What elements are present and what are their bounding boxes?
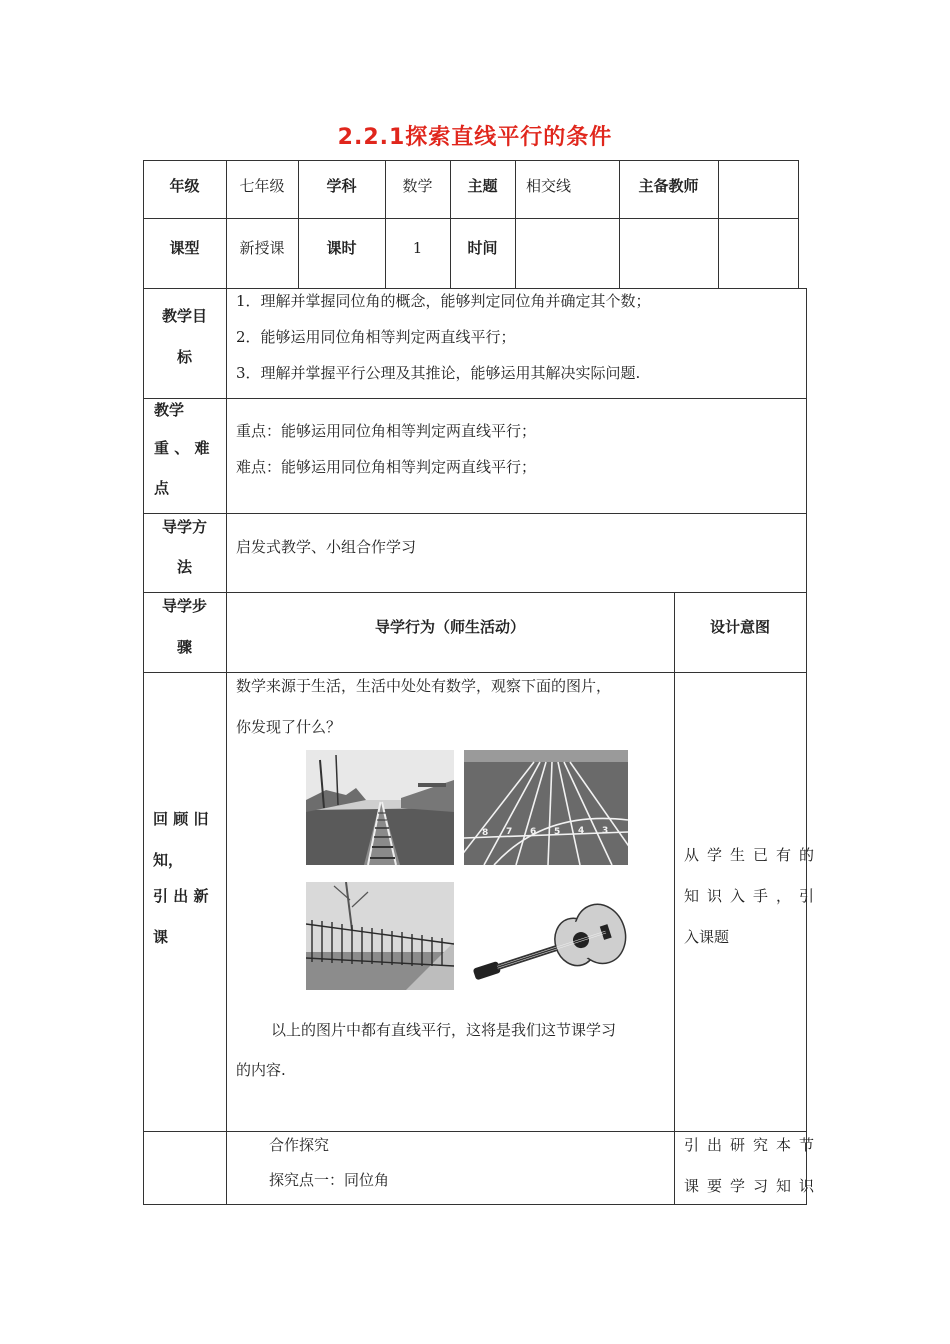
table-border bbox=[143, 592, 807, 593]
fence-photo bbox=[306, 882, 454, 990]
guitar-photo bbox=[460, 882, 630, 990]
table-border bbox=[143, 288, 807, 289]
type-value: 新授课 bbox=[239, 239, 285, 257]
review-conclusion: 的内容. bbox=[236, 1061, 286, 1079]
keypoints-label: 教学 bbox=[154, 401, 185, 419]
table-border bbox=[143, 218, 798, 219]
objectives-label: 教学目 bbox=[161, 307, 207, 325]
explore-heading: 合作探究 bbox=[269, 1136, 330, 1154]
table-border bbox=[143, 1131, 807, 1132]
review-design: 从学生已有的 bbox=[684, 846, 823, 864]
subject-value: 数学 bbox=[402, 177, 433, 195]
grade-label: 年级 bbox=[169, 177, 200, 195]
objective-item: 3．理解并掌握平行公理及其推论，能够运用其解决实际问题. bbox=[236, 364, 641, 382]
review-label: 知， bbox=[153, 851, 184, 869]
methods-label: 导学方 bbox=[161, 518, 207, 536]
table-border bbox=[143, 288, 144, 1205]
table-border bbox=[143, 672, 807, 673]
table-border bbox=[806, 288, 807, 1205]
objectives-label: 标 bbox=[176, 348, 192, 366]
hours-value: 1 bbox=[412, 239, 423, 257]
steps-label: 导学步 bbox=[161, 597, 207, 615]
activity-header: 导学行为（师生活动） bbox=[374, 618, 525, 636]
table-border bbox=[143, 1204, 807, 1205]
topic-value: 相交线 bbox=[526, 177, 572, 195]
review-conclusion: 以上的图片中都有直线平行，这将是我们这节课学习 bbox=[271, 1021, 617, 1039]
table-border bbox=[798, 160, 799, 288]
review-label: 回 顾 旧 bbox=[153, 810, 209, 828]
subject-label: 学科 bbox=[326, 177, 357, 195]
explore-design: 课要学习知识 bbox=[684, 1177, 823, 1195]
keypoints-label: 点 bbox=[154, 479, 170, 497]
design-header: 设计意图 bbox=[709, 618, 770, 636]
review-label: 引 出 新 bbox=[153, 887, 209, 905]
review-design: 知识入手，引 bbox=[684, 887, 823, 905]
table-border bbox=[143, 513, 807, 514]
svg-text:5: 5 bbox=[554, 827, 561, 837]
objective-item: 2．能够运用同位角相等判定两直线平行； bbox=[236, 328, 516, 346]
grade-value: 七年级 bbox=[239, 177, 285, 195]
svg-text:7: 7 bbox=[506, 827, 513, 837]
methods-label: 法 bbox=[176, 558, 192, 576]
teacher-label: 主备教师 bbox=[638, 177, 699, 195]
svg-text:4: 4 bbox=[578, 826, 585, 836]
key-point: 重点：能够运用同位角相等判定两直线平行； bbox=[236, 422, 537, 440]
objective-item: 1．理解并掌握同位角的概念，能够判定同位角并确定其个数； bbox=[236, 292, 651, 310]
explore-design: 引出研究本节 bbox=[684, 1136, 823, 1154]
svg-text:6: 6 bbox=[530, 827, 537, 837]
topic-label: 主题 bbox=[467, 177, 498, 195]
keypoints-label: 重 、 难 bbox=[154, 439, 210, 457]
explore-point: 探究点一：同位角 bbox=[269, 1171, 390, 1189]
table-border bbox=[143, 160, 798, 161]
svg-text:3: 3 bbox=[602, 826, 609, 836]
running-track-photo bbox=[464, 750, 628, 865]
steps-label: 骤 bbox=[176, 638, 192, 656]
time-label: 时间 bbox=[467, 239, 498, 257]
hours-label: 课时 bbox=[326, 239, 357, 257]
table-border bbox=[226, 288, 227, 1205]
review-design: 入课题 bbox=[684, 928, 730, 946]
table-border bbox=[143, 398, 807, 399]
type-label: 课型 bbox=[169, 239, 200, 257]
review-intro: 数学来源于生活，生活中处处有数学，观察下面的图片， bbox=[236, 677, 612, 695]
svg-text:8: 8 bbox=[482, 828, 489, 838]
table-border bbox=[515, 160, 516, 288]
table-border bbox=[718, 160, 719, 288]
methods-content: 启发式教学、小组合作学习 bbox=[236, 538, 417, 556]
review-label: 课 bbox=[153, 928, 169, 946]
railway-photo bbox=[306, 750, 454, 865]
page-title: 2.2.1探索直线平行的条件 bbox=[337, 125, 613, 150]
table-border bbox=[674, 592, 675, 1205]
difficulty-point: 难点：能够运用同位角相等判定两直线平行； bbox=[236, 458, 537, 476]
review-intro: 你发现了什么？ bbox=[236, 718, 342, 736]
